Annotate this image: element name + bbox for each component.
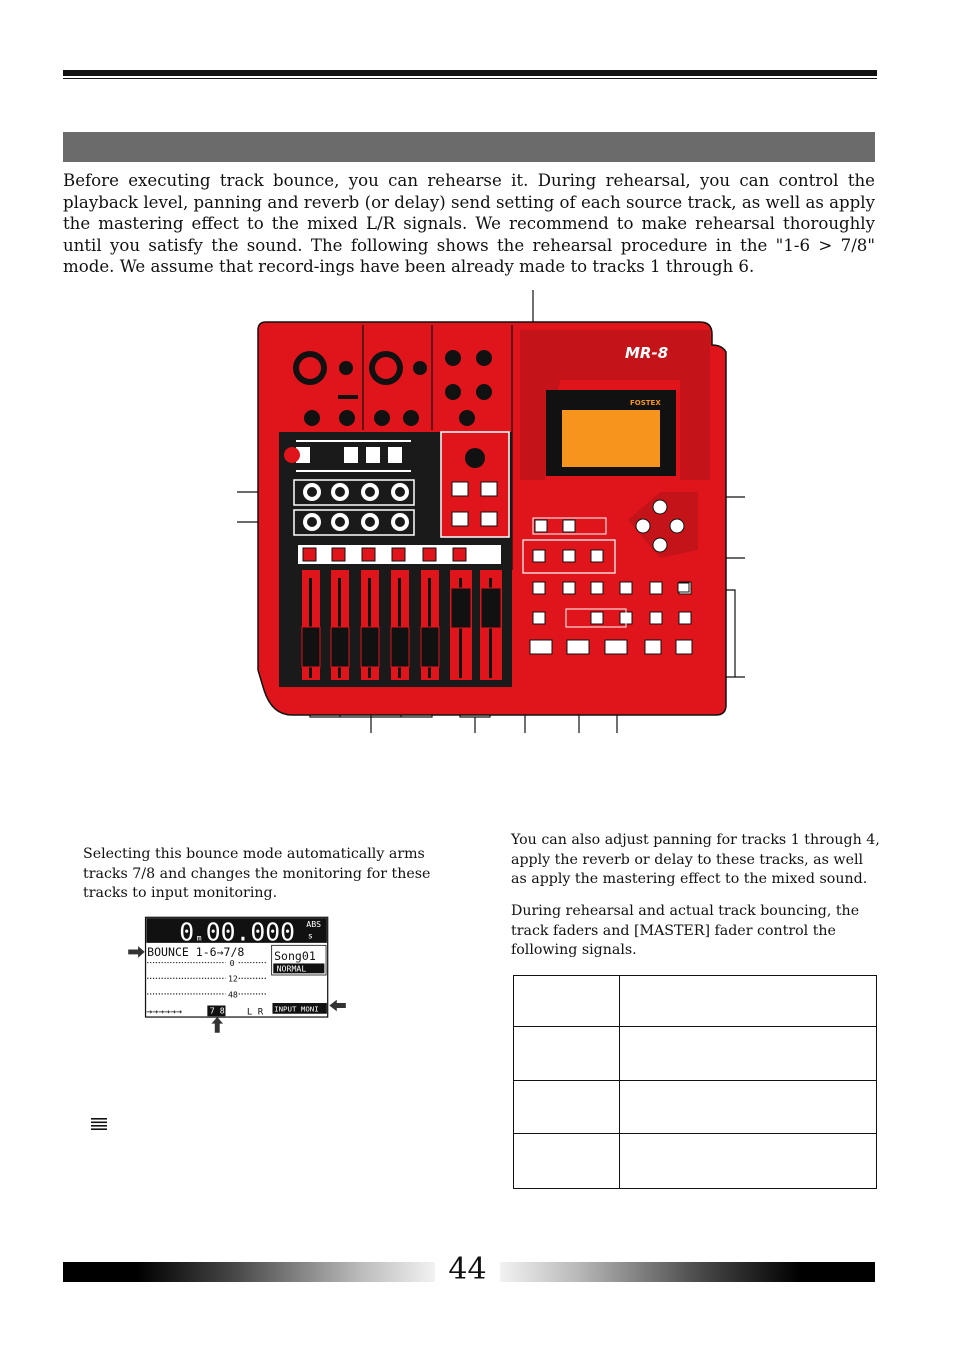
- table-column-divider: [619, 976, 620, 1188]
- note-right-2: During rehearsal and actual track bouncing, the track faders and [MASTER] fader control the following signals.: [511, 903, 860, 959]
- menu-key-icon: [91, 1118, 107, 1130]
- mr8-device-illustration: [230, 285, 760, 740]
- footer-gradient-left: [63, 1262, 435, 1282]
- effect-section: [441, 432, 509, 537]
- top-rule: [63, 70, 877, 76]
- arrow-up-icon: [211, 1017, 223, 1033]
- intro-paragraph: Before executing track bounce, you can rehearse it. During rehearsal, you can control the playback level, panning and reverb (or delay) send setting of each source track, as well as apply the mastering effect to the mixed L/R signals. We recommend to make rehearsal thoroughly until you satisfy the sound. The following shows the rehearsal procedure in the "1-6 > 7/8" mode. We assume that record-ings have been already made to tracks 1 through 6.: [63, 171, 875, 277]
- signal-table: [513, 975, 877, 1189]
- lcd-bounce-mode: BOUNCE 1-6→7/8: [147, 945, 245, 960]
- arrow-right-icon: [128, 946, 144, 958]
- lcd-illustration: [128, 914, 351, 1036]
- lcd-time-hour: 0: [179, 917, 195, 947]
- page-number: 44: [448, 1252, 487, 1287]
- section-header-bar: [63, 132, 875, 162]
- lcd-sec: s: [307, 930, 313, 941]
- table-row-divider: [514, 1133, 876, 1134]
- table-row-divider: [514, 1026, 876, 1027]
- lcd-abs: ABS: [306, 919, 322, 930]
- lcd-status: NORMAL: [276, 963, 307, 974]
- lcd-scale-12: 12: [227, 973, 238, 984]
- lcd-time-m: m: [196, 932, 202, 943]
- lcd-arrows: →→→→→→: [146, 1006, 183, 1018]
- lcd-scale-0: 0: [229, 957, 235, 968]
- mr8-logo: MR-8: [625, 344, 669, 362]
- lcd-screen: [562, 410, 660, 467]
- fostex-logo: FOSTEX: [630, 399, 661, 407]
- lcd-lr-label: L R: [246, 1007, 264, 1018]
- lcd-song-name: Song01: [274, 949, 316, 964]
- note-left: Selecting this bounce mode automatically arms tracks 7/8 and changes the monitoring for these tracks to input monitoring.: [83, 846, 431, 902]
- lcd-input-monitor: INPUT MONI: [274, 1004, 319, 1014]
- top-rule-thin: [63, 78, 877, 79]
- lcd-tracks-78: 7 8: [209, 1005, 225, 1016]
- lcd-time-rest: 00.000: [205, 917, 295, 947]
- table-row-divider: [514, 1080, 876, 1081]
- arrow-left-icon: [329, 1000, 345, 1012]
- lcd-scale-48: 48: [227, 989, 238, 1000]
- footer-gradient-right: [500, 1262, 875, 1282]
- note-right-1: You can also adjust panning for tracks 1 through 4, apply the reverb or delay to these tracks, as well as apply the mastering effect to the mixed sound.: [511, 832, 880, 888]
